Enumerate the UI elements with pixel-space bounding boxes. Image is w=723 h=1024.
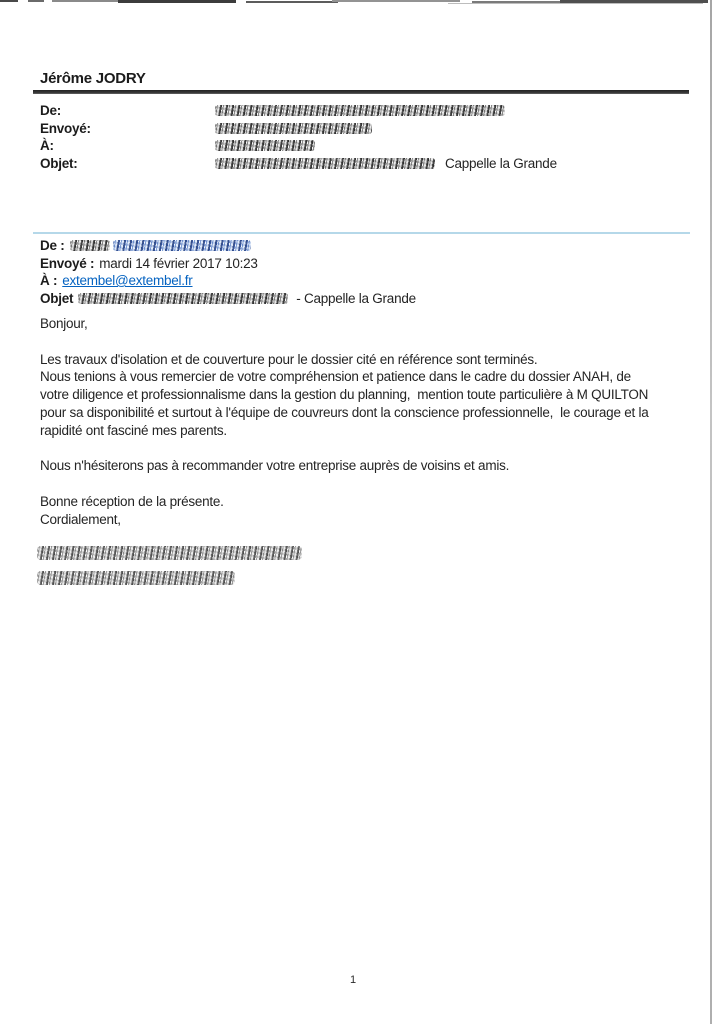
scan-artifact xyxy=(52,0,122,2)
msg-row-envoye xyxy=(40,256,416,274)
redacted-signature xyxy=(37,546,302,589)
email-body xyxy=(40,316,648,530)
message-separator-line xyxy=(33,232,690,234)
scan-artifact xyxy=(0,0,18,2)
sender-name-title: Jérôme JODRY xyxy=(40,70,146,87)
body-line: rapidité ont fasciné mes parents. xyxy=(40,422,227,438)
redacted-text xyxy=(215,105,505,116)
body-line xyxy=(40,334,648,352)
msg-envoye-label: Envoyé : xyxy=(40,255,95,271)
scan-artifact xyxy=(118,0,236,3)
scan-artifact xyxy=(560,0,708,3)
scan-artifact xyxy=(448,3,703,4)
recipient-email-link[interactable]: extembel@extembel.fr xyxy=(62,273,193,288)
scan-artifact xyxy=(28,0,44,2)
sent-date-value: mardi 14 février 2017 10:23 xyxy=(99,255,258,271)
msg-a-label: À : xyxy=(40,273,58,288)
body-line: Nous n'hésiterons pas à recommander votre entreprise auprès de voisins et amis. xyxy=(40,458,510,474)
body-line: pour sa disponibilité et surtout à l'équipe de couvreurs dont la conscience professionnelle, le courage et la xyxy=(40,404,649,420)
header-row-a xyxy=(40,138,557,156)
redacted-text xyxy=(78,293,288,304)
msg-row-a xyxy=(40,273,416,291)
a-label: À: xyxy=(40,138,54,153)
msg-row-objet xyxy=(40,291,416,309)
printed-header-fields xyxy=(40,103,557,173)
page-number: 1 xyxy=(350,974,357,986)
msg-de-label: De : xyxy=(40,238,65,253)
scan-artifact xyxy=(472,1,572,3)
scan-artifact xyxy=(332,0,460,2)
header-row-de xyxy=(40,103,557,121)
scan-artifact xyxy=(246,1,338,3)
body-line: Nous tenions à vous remercier de votre compréhension et patience dans le cadre du dossier ANAH, de xyxy=(40,369,631,385)
title-divider xyxy=(33,90,689,94)
header-row-objet xyxy=(40,156,557,174)
body-line: Bonjour, xyxy=(40,316,88,331)
body-line: Les travaux d'isolation et de couverture pour le dossier cité en référence sont terminés. xyxy=(40,351,538,367)
redacted-text xyxy=(215,140,315,151)
body-line: votre diligence et professionnalisme dans la gestion du planning, mention toute particulière à M QUILTON xyxy=(40,387,649,403)
scan-edge-line xyxy=(710,0,712,1024)
envoye-label: Envoyé: xyxy=(40,120,91,136)
redacted-text xyxy=(70,240,110,251)
de-label: De: xyxy=(40,103,62,118)
redacted-text xyxy=(215,123,372,134)
objet-label: Objet: xyxy=(40,155,78,171)
body-line xyxy=(40,476,648,494)
redacted-signature-line xyxy=(37,546,302,560)
body-line: Bonne réception de la présente. xyxy=(40,493,224,509)
body-line xyxy=(40,441,648,459)
redacted-text xyxy=(215,158,435,169)
redacted-signature-line xyxy=(37,571,235,585)
header-row-envoye xyxy=(40,121,557,139)
message-header-fields xyxy=(40,238,416,308)
msg-objet-label: Objet xyxy=(40,290,74,306)
redacted-email-link xyxy=(113,240,251,251)
body-line: Cordialement, xyxy=(40,511,121,527)
msg-objet-visible-value: - Cappelle la Grande xyxy=(296,290,416,306)
objet-visible-value: Cappelle la Grande xyxy=(445,155,557,171)
msg-row-de xyxy=(40,238,416,256)
